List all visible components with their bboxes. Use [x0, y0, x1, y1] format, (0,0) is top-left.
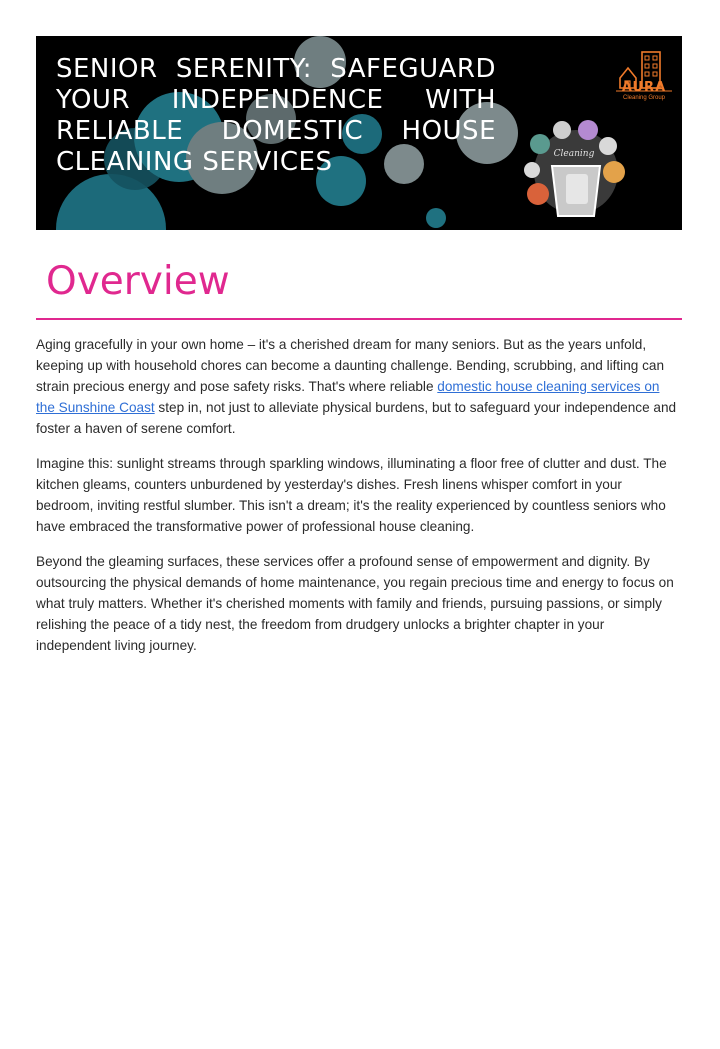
paragraph-2: Imagine this: sunlight streams through sparkling windows, illuminating a floor free of clutter and dust. The kitchen gleams, counters unburdened by yesterday's dishes. Fresh linens whisper comfort in your bedroom, inviting restful slumber. This isn't a dream; it's the reality experienced by countless seniors who have embraced the transformative power of professional house cleaning. [36, 456, 667, 534]
logo-tagline: Cleaning Group [622, 95, 666, 101]
paragraph-1 [36, 334, 682, 439]
paragraph-3: Beyond the gleaming surfaces, these services offer a profound sense of empowerment and dignity. By outsourcing the physical demands of home maintenance, you regain precious time and energy to focus on what truly matters. Whether it's cherished moments with family and friends, pursuing passions, or simply relishing the peace of a tidy nest, the freedom from drudgery unlocks a brighter chapter in your independent living journey. [36, 554, 674, 653]
paragraph-1-text: Aging gracefully in your own home – it's a cherished dream for many seniors. But as the years unfold, keeping up with household chores can become a daunting challenge. Bending, scrubbing, and lifting can strain precious energy and pose safety risks. That's where reliable [36, 337, 665, 394]
section-divider [36, 318, 682, 320]
logo-name: AURA [621, 80, 667, 95]
domestic-cleaning-link[interactable]: domestic house cleaning services on the Sunshine Coast [36, 379, 660, 415]
hero-banner [36, 36, 682, 230]
overview-heading: Overview [46, 259, 230, 304]
decorative-bubble [426, 208, 446, 228]
graphic-label: Cleaning [553, 149, 595, 159]
paragraph-1-text-end: step in, not just to alleviate physical burdens, but to safeguard your independence and foster a haven of serene comfort. [36, 400, 677, 436]
cleaning-bucket-icon [520, 118, 632, 226]
banner-title: SENIOR SERENITY: SAFEGUARD YOUR INDEPENDENCE WITH RELIABLE DOMESTIC HOUSE CLEANING SERVICES [56, 54, 496, 177]
article-body [36, 334, 682, 670]
